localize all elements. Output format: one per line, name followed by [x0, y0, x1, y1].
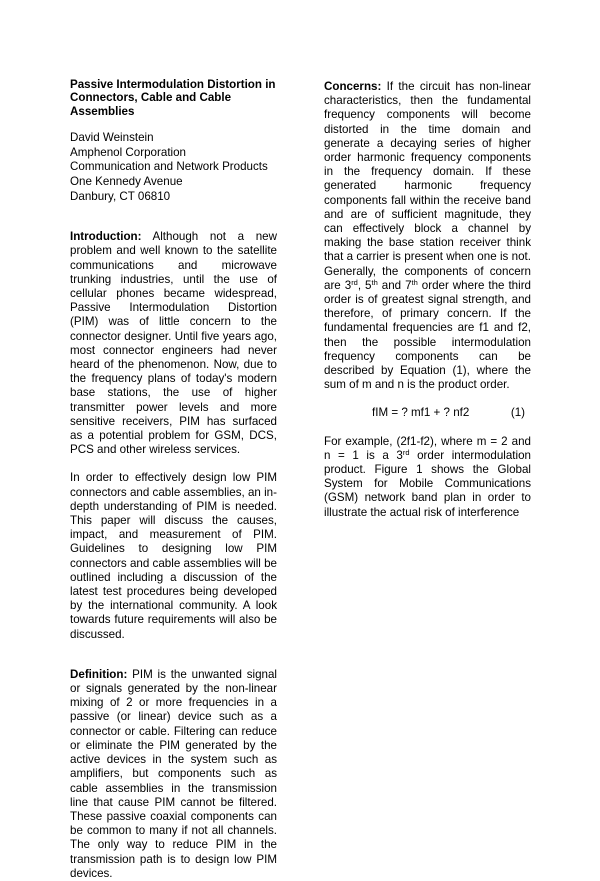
superscript-rd-2: rd — [402, 447, 410, 457]
author-block — [70, 131, 277, 204]
concerns-paragraph — [324, 80, 531, 392]
superscript-th-2: th — [411, 277, 418, 287]
superscript-th: th — [371, 277, 378, 287]
left-column — [70, 78, 277, 881]
introduction-text: Although not a new problem and well known to the satellite communications and microwave trunking industries, until the use of cellular phones became widespread, Passive Intermodulation Distortion (PIM) was of little concern to the connector designer. Until five years ago, most connector engineers had never heard of the phenomenon. Now, due to the frequency plans of today's modern base stations, the use of higher transmitter power levels and more sensitive receivers, PIM has surfaced as a potential problem for GSM, DCS, PCS and other wireless services. — [70, 230, 277, 457]
introduction-paragraph-2: In order to effectively design low PIM connectors and cable assemblies, an in-depth understanding of PIM is needed. This paper will discuss the causes, impact, and measurement of PIM. Guidelines to designing low PIM connectors and cable assemblies will be outlined including a discussion of the latest test procedures being developed by the international community. A look towards future requirements will also be discussed. — [70, 471, 277, 641]
author-street: One Kennedy Avenue — [70, 175, 183, 188]
author-city: Danbury, CT 06810 — [70, 189, 171, 203]
equation-number: (1) — [510, 406, 525, 420]
example-paragraph — [324, 435, 531, 520]
definition-paragraph — [70, 668, 277, 881]
author-department: Communication and Network Products — [70, 160, 268, 174]
paper-title: Passive Intermodulation Distortion in Connectors, Cable and Cable Assemblies — [70, 78, 276, 118]
concerns-text: If the circuit has non-linear characteristics, then the fundamental frequency components will become distorted in the time domain and generate a decaying series of higher order harmonic frequency components in the frequency domain. If these generated harmonic frequency components fall within the receive band and are of sufficient magnitude, they can effectively block a channel by making the base station receiver think that a carrier is present when one is not. Generally, the components of concern are 3 — [324, 80, 531, 292]
concerns-text-4: order where the third order is of greatest signal strength, and therefore, of primary concern. If the fundamental frequencies are f1 and f2, then the possible intermodulation frequency components can be described by Equation (1), where the sum of m and n is the product order. — [324, 278, 532, 392]
introduction-heading: Introduction: — [70, 230, 142, 244]
introduction-paragraph — [70, 230, 277, 457]
concerns-heading: Concerns: — [324, 80, 382, 93]
equation-1 — [324, 406, 531, 420]
definition-heading: Definition: — [70, 667, 128, 681]
superscript-rd: rd — [351, 277, 358, 287]
concerns-text-2: , 5 — [357, 278, 372, 292]
example-text: For example, (2f1-f2), where m = 2 and n = 1 is a 3 — [324, 434, 531, 462]
author-organization: Amphenol Corporation — [70, 145, 187, 159]
concerns-text-3: and 7 — [377, 278, 412, 292]
definition-text: PIM is the unwanted signal or signals generated by the non-linear mixing of 2 or more frequencies in a passive (or linear) device such as a connector or cable. Filtering can reduce or eliminate the PIM generated by the active devices in the system such as amplifiers, but components such as cable assemblies in the transmission line that cause PIM cannot be filtered. These passive coaxial components can be common to many if not all channels. The only way to reduce PIM in the transmission path is to design low PIM devices. — [70, 667, 277, 880]
equation-formula: fIM = ? mf1 + ? nf2 — [372, 406, 470, 420]
example-text-2: order intermodulation product. Figure 1 shows the Global System for Mobile Communications (GSM) network band plan in order to illustrate the actual risk of interference — [324, 448, 531, 519]
author-name: David Weinstein — [70, 131, 154, 145]
right-column — [324, 80, 531, 520]
